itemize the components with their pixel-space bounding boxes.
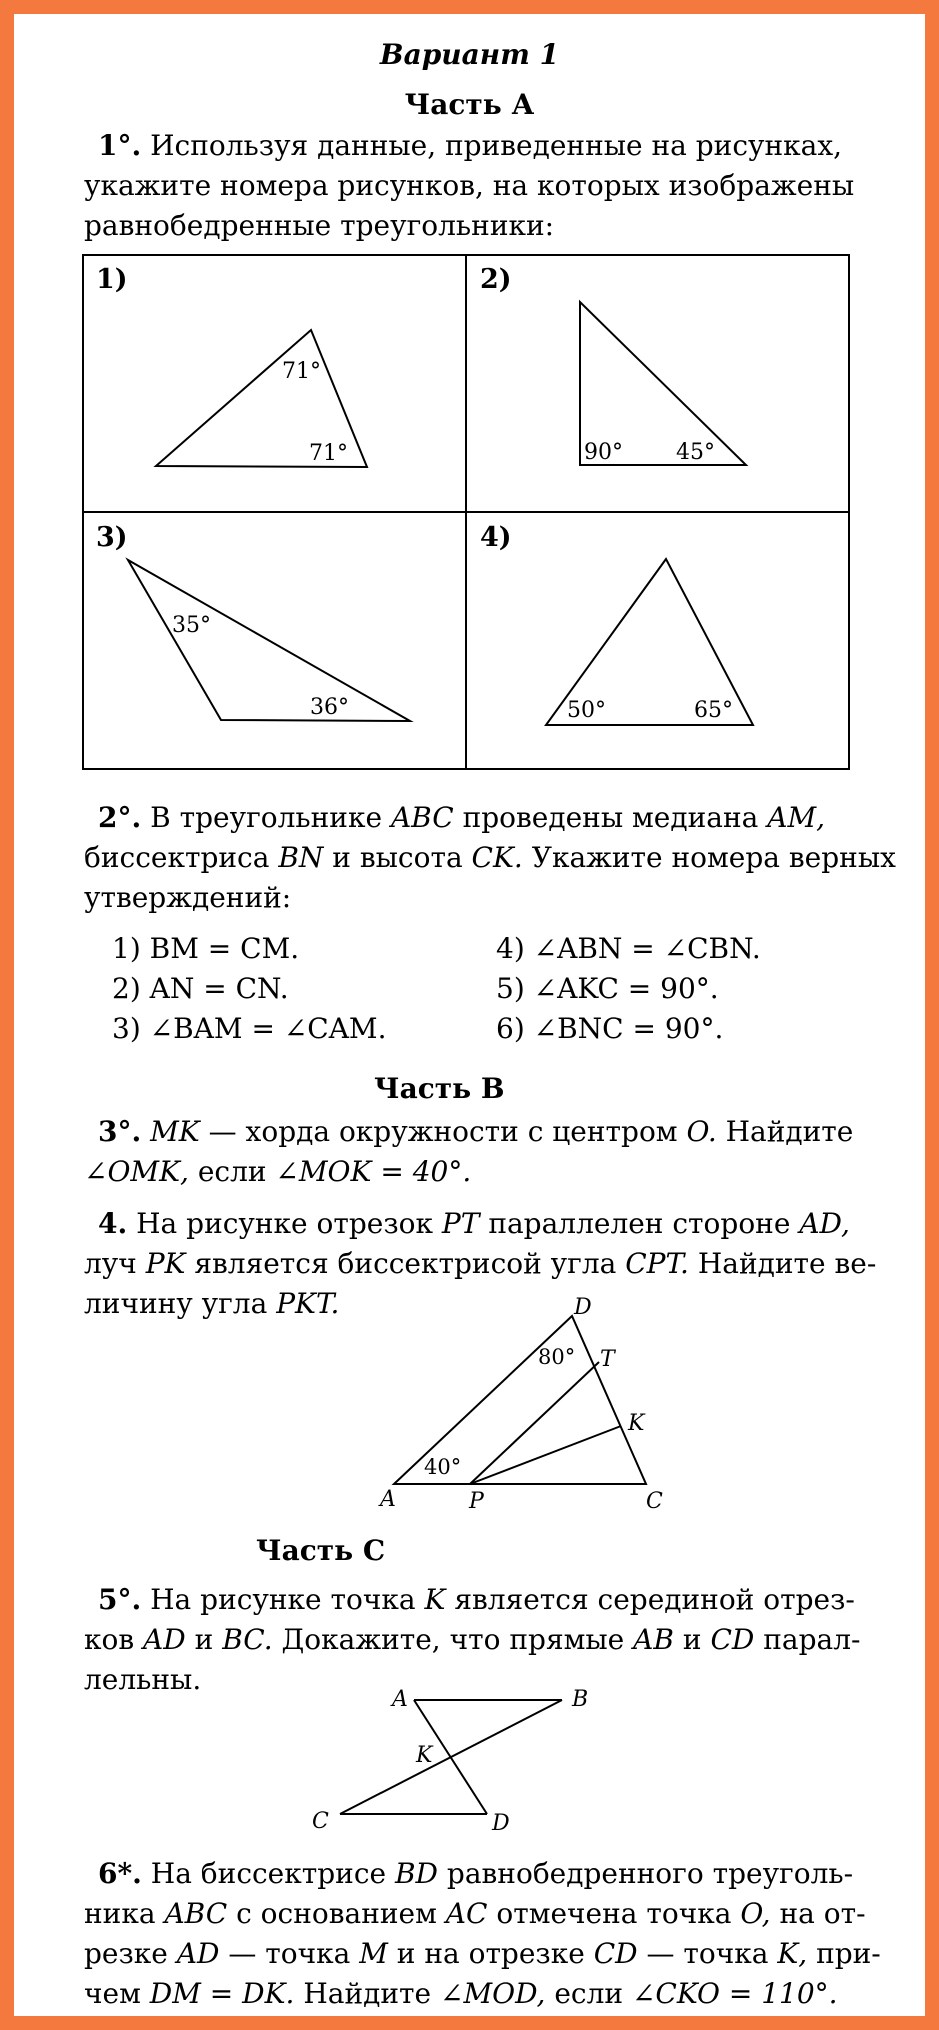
math-term: PKT. bbox=[276, 1287, 340, 1320]
figure-1-label: 1) bbox=[96, 264, 128, 295]
point-label: C bbox=[646, 1489, 663, 1514]
question-6-text: Найдите bbox=[303, 1977, 432, 2010]
point-label: K bbox=[416, 1743, 433, 1768]
point-label: P bbox=[469, 1489, 484, 1514]
question-6-text: ника bbox=[84, 1897, 156, 1930]
math-term: BC. bbox=[222, 1623, 273, 1656]
option-5: 5) ∠AKC = 90°. bbox=[496, 972, 719, 1005]
question-2-text: биссектриса bbox=[84, 841, 270, 874]
question-6-text: с основанием bbox=[236, 1897, 437, 1930]
worksheet bbox=[14, 14, 925, 2016]
point-label: C bbox=[312, 1809, 329, 1834]
question-5-text: парал- bbox=[763, 1623, 861, 1656]
question-6-text: при- bbox=[816, 1937, 881, 1970]
question-6-text: равнобедренного треуголь- bbox=[446, 1857, 854, 1890]
math-term: BN bbox=[278, 841, 324, 874]
math-term: ABC bbox=[390, 801, 454, 834]
math-term: ABC bbox=[164, 1897, 228, 1930]
math-term: CD bbox=[710, 1623, 755, 1656]
question-3-text: Найдите bbox=[725, 1115, 854, 1148]
question-1-line: Используя данные, приведенные на рисунках, bbox=[150, 129, 843, 162]
math-term: AD, bbox=[799, 1207, 850, 1240]
question-5-text: На рисунке точка bbox=[150, 1583, 416, 1616]
question-6 bbox=[84, 1854, 904, 2014]
question-1-number: 1°. bbox=[98, 129, 142, 162]
triangle-figure-3 bbox=[128, 560, 410, 721]
question-4-text: является биссектрисой угла bbox=[194, 1247, 617, 1280]
question-6-number: 6*. bbox=[98, 1857, 142, 1890]
math-term: AD bbox=[176, 1937, 220, 1970]
question-6-text: на от- bbox=[779, 1897, 866, 1930]
part-b-heading: Часть В bbox=[374, 1072, 505, 1105]
point-label: A bbox=[392, 1687, 408, 1712]
math-term: CPT. bbox=[625, 1247, 689, 1280]
angle-label: 90° bbox=[584, 440, 623, 465]
point-label: B bbox=[572, 1687, 589, 1712]
option-1: 1) BM = CM. bbox=[112, 932, 300, 965]
angle-label: 35° bbox=[172, 613, 211, 638]
angle-label: 71° bbox=[282, 359, 321, 384]
part-a-heading: Часть А bbox=[404, 88, 535, 121]
question-2 bbox=[84, 798, 904, 918]
question-5-text: и bbox=[682, 1623, 702, 1656]
math-term: MK bbox=[150, 1115, 200, 1148]
math-term: AB bbox=[633, 1623, 674, 1656]
question-4-text: луч bbox=[84, 1247, 137, 1280]
angle-label: 80° bbox=[538, 1345, 576, 1369]
question-5-text: является серединой отрез- bbox=[454, 1583, 855, 1616]
figure-4-label: 4) bbox=[480, 522, 512, 553]
math-term: K, bbox=[777, 1937, 808, 1970]
question-3 bbox=[84, 1112, 904, 1192]
question-6-text: отмечена точка bbox=[496, 1897, 732, 1930]
question-2-number: 2°. bbox=[98, 801, 142, 834]
angle-label: 65° bbox=[694, 698, 733, 723]
math-term: O, bbox=[740, 1897, 771, 1930]
question-5-text: Докажите, что прямые bbox=[281, 1623, 625, 1656]
question-6-text: резке bbox=[84, 1937, 168, 1970]
point-label: A bbox=[380, 1487, 396, 1512]
math-term: CD bbox=[593, 1937, 638, 1970]
segment-PT bbox=[470, 1362, 599, 1484]
question-5-text: лельны. bbox=[84, 1663, 202, 1696]
point-label: D bbox=[492, 1811, 510, 1836]
point-label: D bbox=[574, 1295, 592, 1320]
ray-PK bbox=[470, 1426, 621, 1484]
point-label: T bbox=[600, 1347, 615, 1372]
segment-BC bbox=[340, 1700, 562, 1814]
option-4: 4) ∠ABN = ∠CBN. bbox=[496, 932, 761, 965]
angle-label: 71° bbox=[309, 441, 348, 466]
question-2-text: Укажите номера верных bbox=[531, 841, 896, 874]
math-term: PK bbox=[145, 1247, 186, 1280]
part-c-heading: Часть С bbox=[256, 1534, 386, 1567]
question-1-line: укажите номера рисунков, на которых изображены bbox=[84, 169, 855, 202]
math-term: PT bbox=[441, 1207, 480, 1240]
option-3: 3) ∠BAM = ∠CAM. bbox=[112, 1012, 387, 1045]
math-term: AD bbox=[143, 1623, 186, 1656]
math-term: CK. bbox=[471, 841, 523, 874]
question-6-text: — точка bbox=[228, 1937, 351, 1970]
question-6-text: — точка bbox=[646, 1937, 769, 1970]
question-5-text: ков bbox=[84, 1623, 135, 1656]
point-label: K bbox=[628, 1411, 645, 1436]
angle-label: 45° bbox=[676, 440, 715, 465]
variant-title: Вариант 1 bbox=[379, 38, 560, 71]
question-3-text: — хорда окружности с центром bbox=[208, 1115, 678, 1148]
figure-3-label: 3) bbox=[96, 522, 128, 553]
question-5-number: 5°. bbox=[98, 1583, 142, 1616]
question-2-text: и высота bbox=[332, 841, 463, 874]
angle-label: 40° bbox=[424, 1455, 462, 1479]
option-6: 6) ∠BNC = 90°. bbox=[496, 1012, 724, 1045]
question-2-text: проведены медиана bbox=[462, 801, 759, 834]
math-term: ∠MOK = 40°. bbox=[275, 1155, 472, 1188]
question-6-text: На биссектрисе bbox=[150, 1857, 387, 1890]
figure-q5 bbox=[14, 1678, 925, 1844]
angle-label: 36° bbox=[310, 695, 349, 720]
question-2-text: В треугольнике bbox=[150, 801, 383, 834]
question-4-text: Найдите ве- bbox=[697, 1247, 877, 1280]
math-term: AM, bbox=[767, 801, 826, 834]
math-term: ∠OMK, bbox=[84, 1155, 189, 1188]
math-term: DM = DK. bbox=[149, 1977, 295, 2010]
angle-label: 50° bbox=[567, 698, 606, 723]
question-3-number: 3°. bbox=[98, 1115, 142, 1148]
figure-q4 bbox=[14, 1284, 925, 1524]
question-4-text: На рисунке отрезок bbox=[136, 1207, 433, 1240]
math-term: M bbox=[359, 1937, 388, 1970]
math-term: AC bbox=[445, 1897, 488, 1930]
question-4-text: параллелен стороне bbox=[488, 1207, 791, 1240]
question-6-text: чем bbox=[84, 1977, 141, 2010]
question-3-text: если bbox=[197, 1155, 267, 1188]
question-6-text: и на отрезке bbox=[396, 1937, 585, 1970]
option-2: 2) AN = CN. bbox=[112, 972, 289, 1005]
question-5-text: и bbox=[194, 1623, 214, 1656]
question-4-number: 4. bbox=[98, 1207, 128, 1240]
math-term: BD bbox=[394, 1857, 439, 1890]
question-6-text: если bbox=[554, 1977, 624, 2010]
math-term: O. bbox=[686, 1115, 717, 1148]
question-4-text: личину угла bbox=[84, 1287, 268, 1320]
question-1-line: равнобедренные треугольники: bbox=[84, 209, 555, 242]
math-term: ∠MOD, bbox=[440, 1977, 546, 2010]
figure-2-label: 2) bbox=[480, 264, 512, 295]
math-term: ∠CKO = 110°. bbox=[631, 1977, 838, 2010]
question-2-text: утверждений: bbox=[84, 881, 292, 914]
math-term: K bbox=[424, 1583, 446, 1616]
figures-svg bbox=[14, 14, 925, 794]
